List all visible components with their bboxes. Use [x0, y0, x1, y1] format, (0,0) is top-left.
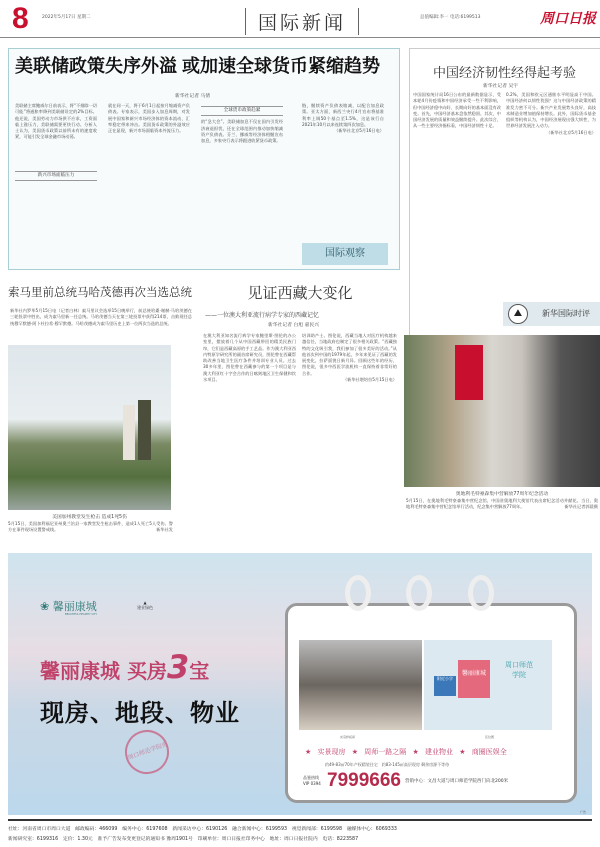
dateline: （新华社堪培拉5月15日电）: [342, 377, 397, 383]
paragraph: 中国国家统计局16日公布的最新数据显示，受本轮4月份疫情和中国经济承受一些不利影响，但中国经济稳中向好、长期向好的基本面没有改变。首先，中国经济基本盘依然稳固。其次，中国经济发展的质量和效益继续提升。此次综合，从一些主要经济指标看，中国经济韧性十足。: [413, 92, 501, 129]
photo-credit: 新华社记者郭晨摄: [564, 504, 598, 510]
person-figure: [123, 405, 135, 460]
binder-ring: [468, 575, 494, 611]
footer-info-line: 新闻研究室：6199316 定价：1.30元 准予广告发布变更登记的通知书 豫周1901号 印刷单位：周口日报社印务中心 地址：周口日报社院内 电话：8223587: [8, 837, 359, 842]
lead-headline[interactable]: 美联储政策失序外溢 或加速全球货币紧缩趋势: [15, 56, 380, 76]
paragraph: 美联储主席鲍威尔日前表示，将“不排除一切可能”将通胀率降到美联储设定的2%目标。他还说，美国劳动力市场供不应求，工资面临上涨压力，美联储需要更快行动。分析人士认为，美国货币政策以前所未有的速度收紧，可能引发全球金融市场动荡。: [15, 103, 97, 140]
photo-caption: 美国加州教堂发生枪击 造成1死5伤: [52, 515, 127, 520]
ad-features: [305, 747, 507, 757]
header-divider: [0, 37, 600, 38]
xinhua-emblem-icon: ⛰: [508, 304, 528, 324]
caption-body: 5月15日，在奥地利毛特豪森集中营纪念馆，中国驻奥地利大使馆代表出席纪念活动并献花。当日，奥地利毛特豪森集中营纪念馆举行活动，纪念集中营解放77周年。: [406, 498, 598, 510]
newspaper-logo: 周口日报: [540, 11, 596, 27]
ad-mark: 广告: [580, 810, 587, 814]
map-tag: 附近小学: [434, 676, 456, 696]
showroom-photo: [299, 640, 422, 730]
lead-column-1: [15, 103, 97, 184]
commentary-headline[interactable]: 中国经济韧性经得起考验: [432, 66, 576, 81]
phone-prefix: VIP 0394: [303, 781, 321, 786]
feature: ★ 商圈医娱全: [459, 748, 507, 756]
somalia-text: 新华社内罗毕5月15日电（记者白林）索马里议会选举15日晚举行，前总统哈桑·谢赫·马哈茂德在三轮投票中胜出，成为索马里新一任总统。马哈茂德当天在第三轮投票中获得214票，击败现任总统穆罕默德·阿卜杜拉希·穆罕默德。马哈茂德成为索马里历史上第一位两次当选的总统。: [10, 308, 192, 326]
footer-contact-line: 社址：河南省周口市周口大道 邮政编码：466099 编务中心：6197608 新闻采访中心：6190126 融合新闻中心：6199593 视觉新闻部：6199598 融媒体中心：6069333: [8, 827, 397, 832]
somalia-headline[interactable]: 索马里前总统马哈茂德再次当选总统: [8, 285, 192, 299]
person-figure: [138, 400, 151, 460]
tibet-byline: 新华社记者 白旭 嘉民兴: [268, 323, 320, 328]
page-number: 8: [12, 2, 29, 35]
lead-byline: 新华社记者 马倩: [175, 94, 211, 99]
commentary-byline: 新华社记者 吴宇: [483, 84, 519, 89]
tibet-column-1: 在澳大利亚知名流行病学专家鲍里斯·图伦的办公室里，摆放着几个从中国西藏带回的精美民族门帘，它们是西藏高原的手工艺品。作为澳大利亚西内特原学研究所的副首席研究员，图伦曾在西藏帮助改善当地卫生医疗条件并培训专业人员。过去30多年里，图伦曾在西藏参与的第一个项目是与澳大利亚红十字会合作的日喀则地区卫生保健和饮水项目。: [203, 333, 296, 383]
commentary-column-1: [413, 92, 501, 130]
phone-label-text: 品鉴热线: [303, 775, 319, 780]
feature: ★ 实景现房: [305, 748, 346, 756]
tibet-column-2: [302, 333, 397, 383]
issue-date: 2022年5月17日 星期二: [42, 15, 91, 20]
ad-address: 营销中心：文昌大道与周口师范学院西门向北200米: [405, 779, 509, 784]
map-tag: 馨丽康城: [458, 660, 490, 698]
photo-credit: 新华社发: [156, 527, 173, 533]
ad-stamp: 周口师范学院旁: [119, 724, 175, 780]
partner-logo: ▲ 建业绿色: [137, 600, 153, 610]
footer-divider: [8, 819, 592, 821]
tibet-headline[interactable]: 见证西藏大变化: [247, 284, 353, 302]
editor-info: 总值编辑:李一 电话:6199513: [420, 15, 481, 20]
ad-brand-logo: ❀ 馨丽康城: [40, 600, 97, 613]
section-title: 国际新闻: [245, 8, 359, 35]
headline-number: 3: [166, 648, 190, 686]
phone-label: [303, 775, 321, 786]
feature: ★ 周师一路之隔: [351, 748, 407, 756]
dateline: （新华社北京5月16日电）: [546, 129, 596, 135]
column-badge: 国际观察: [302, 243, 388, 265]
brand-english: BEAUTIFUL HEALTHY CITY: [65, 613, 98, 616]
partner-name: 建业绿色: [137, 605, 153, 610]
paragraph: 链，继续资产负债表缩减，以配合加息政策。亚太方面，新西兰央行4月宣布将基准利率上调50个基点至1.5%，这是该行自2021年10月以来连续第四次加息。: [302, 103, 384, 127]
binder-ring: [406, 575, 432, 611]
photo-caption-text: [406, 498, 598, 511]
photo-caption: 奥地利毛特豪森集中营解放77周年纪念活动: [455, 492, 549, 497]
location-map: [424, 640, 552, 730]
paragraph: 的“急大会”。美联储加息不仅在国内引发经济衰退担忧，还在全球范围内推动加快缩减资产负债表。芬兰、挪威等经济体相继宣布加息，多家央行表示将跟进收紧货币政策。: [201, 119, 283, 144]
commentary-badge: 新华国际时评: [503, 302, 600, 326]
ad-phone-number: 7999666: [327, 770, 401, 791]
headline-text: 宝: [189, 659, 210, 683]
tibet-subtitle: ——一位澳大利亚流行病学专家的西藏记忆: [205, 312, 320, 319]
ad-specs: 约49-83㎡70年产权精装住宅 约83-145㎡高层现房 剩余房源不等待: [325, 762, 450, 767]
paragraph: 0.2%，美国和欧元区通胀水平明显高于中国。中国经济何以韧性犹强？这与中国经济政策的精准发力密不可分。新兴产业发展势头良好，高技术制造业增加值保持增长。此外，国际货币基金组织等机构认为，中国经济展现出强大韧性，为世界经济发展注入动力。: [506, 92, 596, 129]
feature: ★ 建业物业: [412, 748, 454, 756]
subheading: 新兴市场面临压力: [15, 171, 97, 181]
paragraph: 就在同一天，将于6月1日起按月缩减资产负债表。专家表示，美国步入加息周期，对发展中国家和新兴市场经济体的资本流动、汇率稳定带来冲击。美国货币政策的外溢效应正在显现，新兴市场面临资本外流压力。: [108, 103, 190, 134]
dateline: （新华社北京5月16日电）: [334, 128, 384, 134]
lead-column-3: [201, 103, 283, 144]
lead-column-4: [302, 103, 384, 134]
brand-name: 馨丽康城: [52, 600, 97, 613]
binder-ring: [345, 575, 371, 611]
caption-body: 5月15日，美国加利福尼亚州奥兰治县一家教堂发生枪击事件，造成1人死亡5人受伤。警方在事件现场设置警戒线。: [8, 521, 173, 533]
red-flag: [455, 345, 483, 400]
ad-headline: [40, 648, 209, 686]
memorial-ceremony-photo: [404, 335, 600, 487]
photo-label: 实景样板间: [340, 735, 356, 739]
map-label: 区位图: [485, 735, 495, 739]
photo-caption-text: [8, 521, 173, 534]
subheading: 全球货币政策趋紧: [201, 106, 283, 116]
paragraph: 培训助产士。图伦说，西藏当地人对医疗机构越来越信任，当地政府也制定了很多相关政策。“西藏独特的文化吸引我，我们参加了很多美好的活动。”从他首次到中国的1979年起，多年来见证了西藏的发展变化，拉萨面貌日新月异。回顾这些年的经历，图伦说，很多中西医学流机构一直保持着非常好的合作。: [302, 333, 397, 376]
church-shooting-photo: [8, 345, 171, 510]
ad-slogan: 现房、地段、物业: [40, 699, 240, 727]
commentary-column-2: [506, 92, 596, 136]
lead-column-2: [108, 103, 190, 134]
map-tag: 周口师范学院: [505, 661, 533, 679]
headline-text: 馨丽康城 买房: [40, 659, 167, 683]
